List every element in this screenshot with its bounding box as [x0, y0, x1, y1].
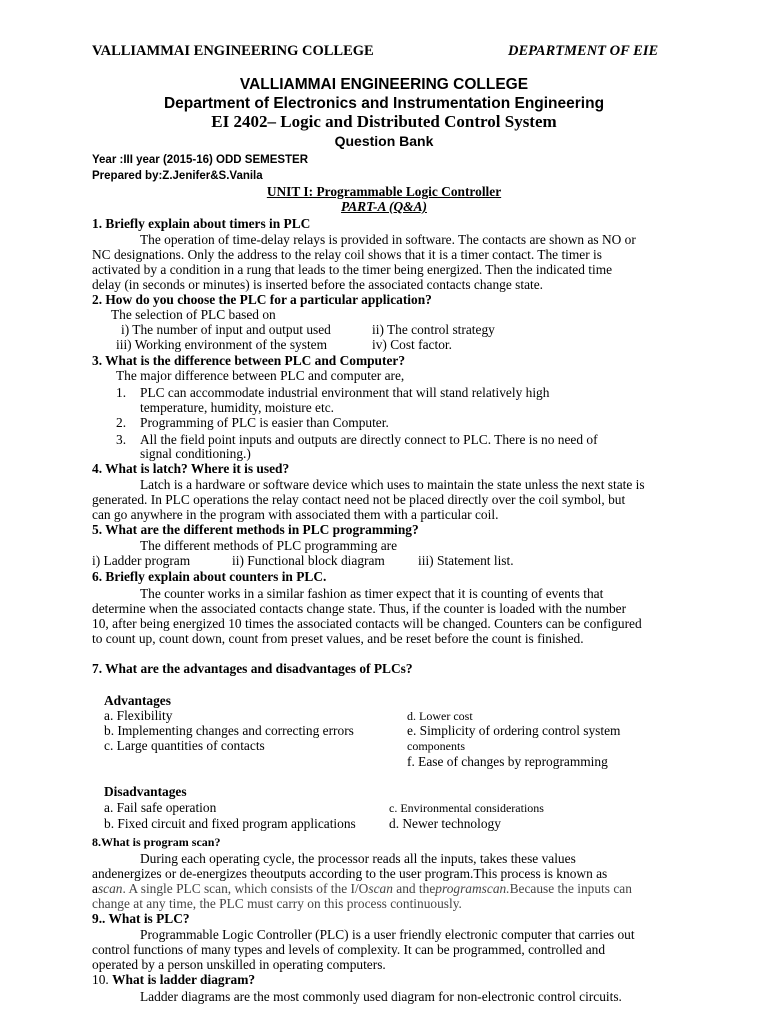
disadvantage-a: a. Fail safe operation — [104, 800, 217, 815]
q3-item-2-line-1: Programming of PLC is easier than Computer. — [140, 415, 389, 430]
question-2-title: 2. How do you choose the PLC for a particular application? — [92, 292, 432, 307]
advantage-e-line-1: e. Simplicity of ordering control system — [407, 723, 621, 738]
q5-option-3: iii) Statement list. — [418, 553, 514, 568]
q5-option-2: ii) Functional block diagram — [232, 553, 385, 568]
q4-line-3: can go anywhere in the program with associated them with a particular coil. — [92, 507, 499, 522]
advantages-heading: Advantages — [104, 693, 171, 708]
department-title: Department of Electronics and Instrumentation Engineering — [163, 95, 605, 112]
q6-line-3: 10, after being energized 10 times the associated contacts will be changed. Counters can be configured — [92, 616, 642, 631]
advantage-a: a. Flexibility — [104, 708, 173, 723]
running-header-right: DEPARTMENT OF EIE — [508, 43, 659, 59]
question-5-title: 5. What are the different methods in PLC programming? — [92, 522, 419, 537]
q9-line-2: control functions of many types and levels of complexity. It can be programmed, controlled and — [92, 942, 606, 957]
q10-title-text: What is ladder diagram? — [112, 972, 256, 987]
question-10-title — [92, 972, 255, 987]
q8-line-4: change at any time, the PLC must carry on this process continuously. — [92, 896, 462, 911]
document-title: Question Bank — [334, 133, 434, 149]
q8-line-1: During each operating cycle, the processor reads all the inputs, takes these values — [140, 851, 576, 866]
question-3-title: 3. What is the difference between PLC and Computer? — [92, 353, 406, 368]
q8-line-2: andenergizes or de-energizes theoutputs according to the user program.This process is known as — [92, 866, 608, 881]
q2-option-3: iii) Working environment of the system — [116, 337, 328, 352]
q3-item-3-line-1: All the field point inputs and outputs are directly connect to PLC. There is no need of — [140, 432, 598, 447]
running-header-left: VALLIAMMAI ENGINEERING COLLEGE — [92, 43, 374, 59]
q3-intro: The major difference between PLC and computer are, — [116, 368, 405, 383]
q8-scan-term: scan — [97, 881, 123, 896]
q3-item-1-line-2: temperature, humidity, moisture etc. — [140, 400, 334, 415]
q8-io-scan-term: scan — [368, 881, 393, 896]
advantage-c: c. Large quantities of contacts — [104, 738, 265, 753]
q9-line-1: Programmable Logic Controller (PLC) is a user friendly electronic computer that carries out — [140, 927, 635, 942]
q8-line-3-g: Because the inputs can — [509, 881, 632, 896]
q3-item-3-num: 3. — [116, 432, 127, 447]
college-title: VALLIAMMAI ENGINEERING COLLEGE — [239, 76, 529, 93]
q8-line-3 — [92, 881, 632, 896]
q8-program-scan-term: programscan. — [435, 881, 510, 896]
q3-item-1-num: 1. — [116, 385, 127, 400]
q2-option-4: iv) Cost factor. — [372, 337, 452, 352]
disadvantage-b: b. Fixed circuit and fixed program applications — [104, 816, 356, 831]
unit-heading: UNIT I: Programmable Logic Controller — [266, 184, 502, 199]
advantage-e-line-2: components — [407, 739, 465, 753]
disadvantages-heading: Disadvantages — [104, 784, 187, 799]
q8-line-3-e: and the — [392, 881, 436, 896]
year-line: Year :III year (2015-16) ODD SEMESTER — [92, 154, 309, 166]
q3-item-3-line-2: signal conditioning.) — [140, 446, 251, 461]
course-title: EI 2402– Logic and Distributed Control System — [211, 112, 557, 131]
q5-option-1: i) Ladder program — [92, 553, 191, 568]
q10-number: 10. — [92, 972, 109, 987]
q5-intro: The different methods of PLC programming are — [140, 538, 398, 553]
q9-line-3: operated by a person unskilled in operating computers. — [92, 957, 386, 972]
q6-line-4: to count up, count down, count from preset values, and be reset before the count is finished. — [92, 631, 584, 646]
question-6-title: 6. Briefly explain about counters in PLC. — [92, 569, 327, 584]
question-1-title: 1. Briefly explain about timers in PLC — [92, 216, 311, 231]
advantage-f: f. Ease of changes by reprogramming — [407, 754, 608, 769]
q2-option-2: ii) The control strategy — [372, 322, 495, 337]
q3-item-2-num: 2. — [116, 415, 127, 430]
q3-item-1-line-1: PLC can accommodate industrial environment that will stand relatively high — [140, 385, 550, 400]
disadvantage-d: d. Newer technology — [389, 816, 501, 831]
q4-line-1: Latch is a hardware or software device which uses to maintain the state unless the next state is — [140, 477, 645, 492]
advantage-b: b. Implementing changes and correcting errors — [104, 723, 354, 738]
q1-line-3: activated by a condition in a rung that leads to the timer being energized. Then the indicated time — [92, 262, 613, 277]
q1-line-1: The operation of time-delay relays is provided in software. The contacts are shown as NO or — [140, 232, 636, 247]
q2-option-1: i) The number of input and output used — [121, 322, 331, 337]
question-8-title: 8.What is program scan? — [92, 835, 221, 849]
advantage-d: d. Lower cost — [407, 709, 473, 723]
q10-line-1: Ladder diagrams are the most commonly used diagram for non-electronic control circuits. — [140, 989, 622, 1004]
q8-line-3-a: a — [92, 881, 98, 896]
part-heading: PART-A (Q&A) — [341, 199, 427, 214]
q6-line-1: The counter works in a similar fashion as timer expect that it is counting of events that — [140, 586, 604, 601]
question-4-title: 4. What is latch? Where it is used? — [92, 461, 290, 476]
question-7-title: 7. What are the advantages and disadvantages of PLCs? — [92, 661, 413, 676]
q2-intro: The selection of PLC based on — [111, 307, 276, 322]
q1-line-2: NC designations. Only the address to the relay coil shows that it is a timer contact. The timer is — [92, 247, 602, 262]
prepared-by-line: Prepared by:Z.Jenifer&S.Vanila — [92, 170, 263, 182]
disadvantage-c: c. Environmental considerations — [389, 801, 544, 815]
q8-line-3-c: . A single PLC scan, which consists of the I/O — [122, 881, 369, 896]
q1-line-4: delay (in seconds or minutes) is inserted before the associated contacts change state. — [92, 277, 544, 292]
q6-line-2: determine when the associated contacts change state. Thus, if the counter is loaded with the number — [92, 601, 627, 616]
q4-line-2: generated. In PLC operations the relay contact need not be placed directly over the coil symbol, but — [92, 492, 626, 507]
question-9-title: 9.. What is PLC? — [92, 911, 190, 926]
